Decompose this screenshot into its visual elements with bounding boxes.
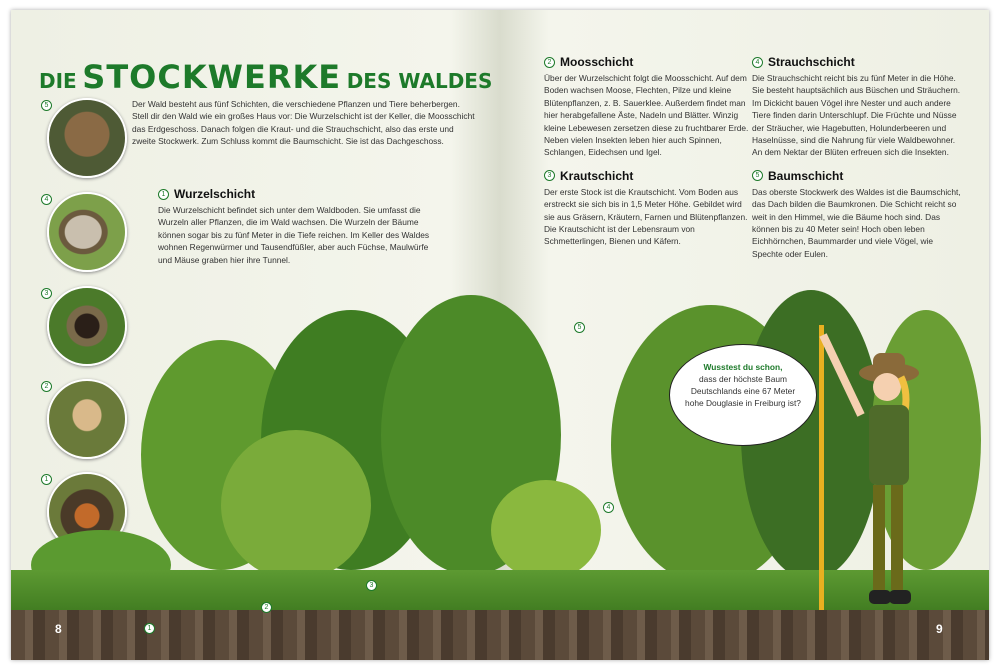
heading-krautschicht [544, 169, 749, 183]
number-badge: 5 [41, 100, 52, 111]
section-wurzelschicht [158, 187, 433, 266]
section-title: Baumschicht [768, 168, 844, 183]
stag-beetle-photo [44, 286, 127, 366]
title-die: DIE [39, 69, 77, 93]
layer-marker-1: 1 [144, 623, 155, 634]
section-text: Die Wurzelschicht befindet sich unter dem Waldboden. Sie umfasst die Wurzeln aller Pflanzen, die im Wald wachsen. Die Wurzeln der Bäume können sogar bis zu fünf Meter in die Tiefe reichen. Im Keller des Waldes wohnen Regenwürmer und Tausendfüßler, aber auch Füchse, Maulwürfe und Mäuse graben hier ihre Tunnel. [158, 205, 430, 265]
number-badge: 2 [544, 57, 555, 68]
section-moosschicht [544, 55, 749, 159]
number-badge: 4 [752, 57, 763, 68]
heading-baumschicht [752, 169, 964, 183]
section-text: Der erste Stock ist die Krautschicht. Vom Boden aus erstreckt sie sich bis in 1,5 Meter Höhe. Gebildet wird sie aus Gräsern, Kräutern, Farnen und Blütenpflanzen. Die Krautschicht ist der Lebensraum von Schmetterlingen, Bienen und Käfern. [544, 186, 748, 247]
number-badge: 3 [41, 288, 52, 299]
page-title [39, 58, 492, 96]
section-title: Krautschicht [560, 168, 634, 183]
section-title: Wurzelschicht [174, 187, 256, 201]
section-text: Über der Wurzelschicht folgt die Moosschicht. Auf dem Boden wachsen Moose, Flechten, Pilze und kleine Blütenpflanzen, z. B. Sauerklee. Außerdem findet man hier herabgefallene Äste, Nadeln und Blätter. Winzig kleine Lebewesen zersetzen diese zu fruchtbarer Erde. Neben vielen Insekten leben hier auch Spinnen, Schlangen, Eidechsen und Igel. [544, 73, 749, 158]
ranger-girl-illustration [811, 315, 931, 625]
owl-photo [44, 98, 127, 178]
dormouse-photo [44, 192, 127, 272]
page-number-right: 9 [936, 622, 943, 636]
title-des-waldes: DES WALDES [346, 69, 493, 93]
section-title: Strauchschicht [768, 55, 855, 69]
mushrooms-photo [44, 379, 127, 459]
speech-bubble [669, 344, 817, 446]
heading-moosschicht [544, 55, 749, 69]
number-badge: 1 [41, 474, 52, 485]
layer-marker-3: 3 [366, 580, 377, 591]
section-baumschicht [752, 169, 964, 260]
column-wurzelschicht [158, 187, 433, 276]
number-badge: 2 [41, 381, 52, 392]
bubble-heading: Wusstest du schon, [703, 362, 783, 372]
heading-wurzelschicht [158, 187, 433, 201]
layer-marker-4: 4 [603, 502, 614, 513]
intro-text: Der Wald besteht aus fünf Schichten, die verschiedene Pflanzen und Tiere beherbergen. Stell dir den Wald wie ein großes Haus vor: Die Wurzelschicht ist der Keller, die Moosschicht das Erdgeschoss. Danach folgen die Kraut- und die Strauchschicht, also das erste und zweite Stockwerk. Zum Schluss kommt die Baumschicht. Sie ist das Dachgeschoss. [132, 99, 475, 147]
number-badge: 3 [544, 170, 555, 181]
column-middle [544, 55, 749, 258]
heading-strauchschicht [752, 55, 964, 69]
number-badge: 1 [158, 189, 169, 200]
column-right [752, 55, 964, 270]
section-text: Die Strauchschicht reicht bis zu fünf Meter in die Höhe. Sie besteht hauptsächlich aus Büschen und Sträuchern. Im Dickicht bauen Vögel ihre Nester und auch andere Tiere finden darin Unterschlupf. Die Früchte und Nüsse der Sträucher, wie Hagebutten, Holunderbeeren und Haselnüsse, sind die Nahrung für viele Waldbewohner. An dem Nektar der Blüten erfreuen sich die Insekten. [752, 73, 961, 158]
section-strauchschicht [752, 55, 964, 159]
section-text: Das oberste Stockwerk des Waldes ist die Baumschicht, das Dach bilden die Baumkronen. Die Schicht reicht so weit in den Himmel, wie die Bäume hoch sind. Das können bis zu 40 Meter sein! Hoch oben leben Eichhörnchen, Baummarder und viele Vögel, wie Spechte oder Eulen. [752, 186, 961, 259]
number-badge: 5 [752, 170, 763, 181]
layer-marker-2: 2 [261, 602, 272, 613]
section-krautschicht [544, 169, 749, 248]
bubble-text: dass der höchste Baum Deutschlands eine 67 Meter hohe Douglasie in Freiburg ist? [685, 374, 801, 408]
section-title: Moosschicht [560, 55, 634, 69]
title-stockwerke: STOCKWERKE [82, 58, 342, 96]
number-badge: 4 [41, 194, 52, 205]
layer-marker-5: 5 [574, 322, 585, 333]
book-spread [11, 10, 989, 660]
page-number-left: 8 [55, 622, 62, 636]
